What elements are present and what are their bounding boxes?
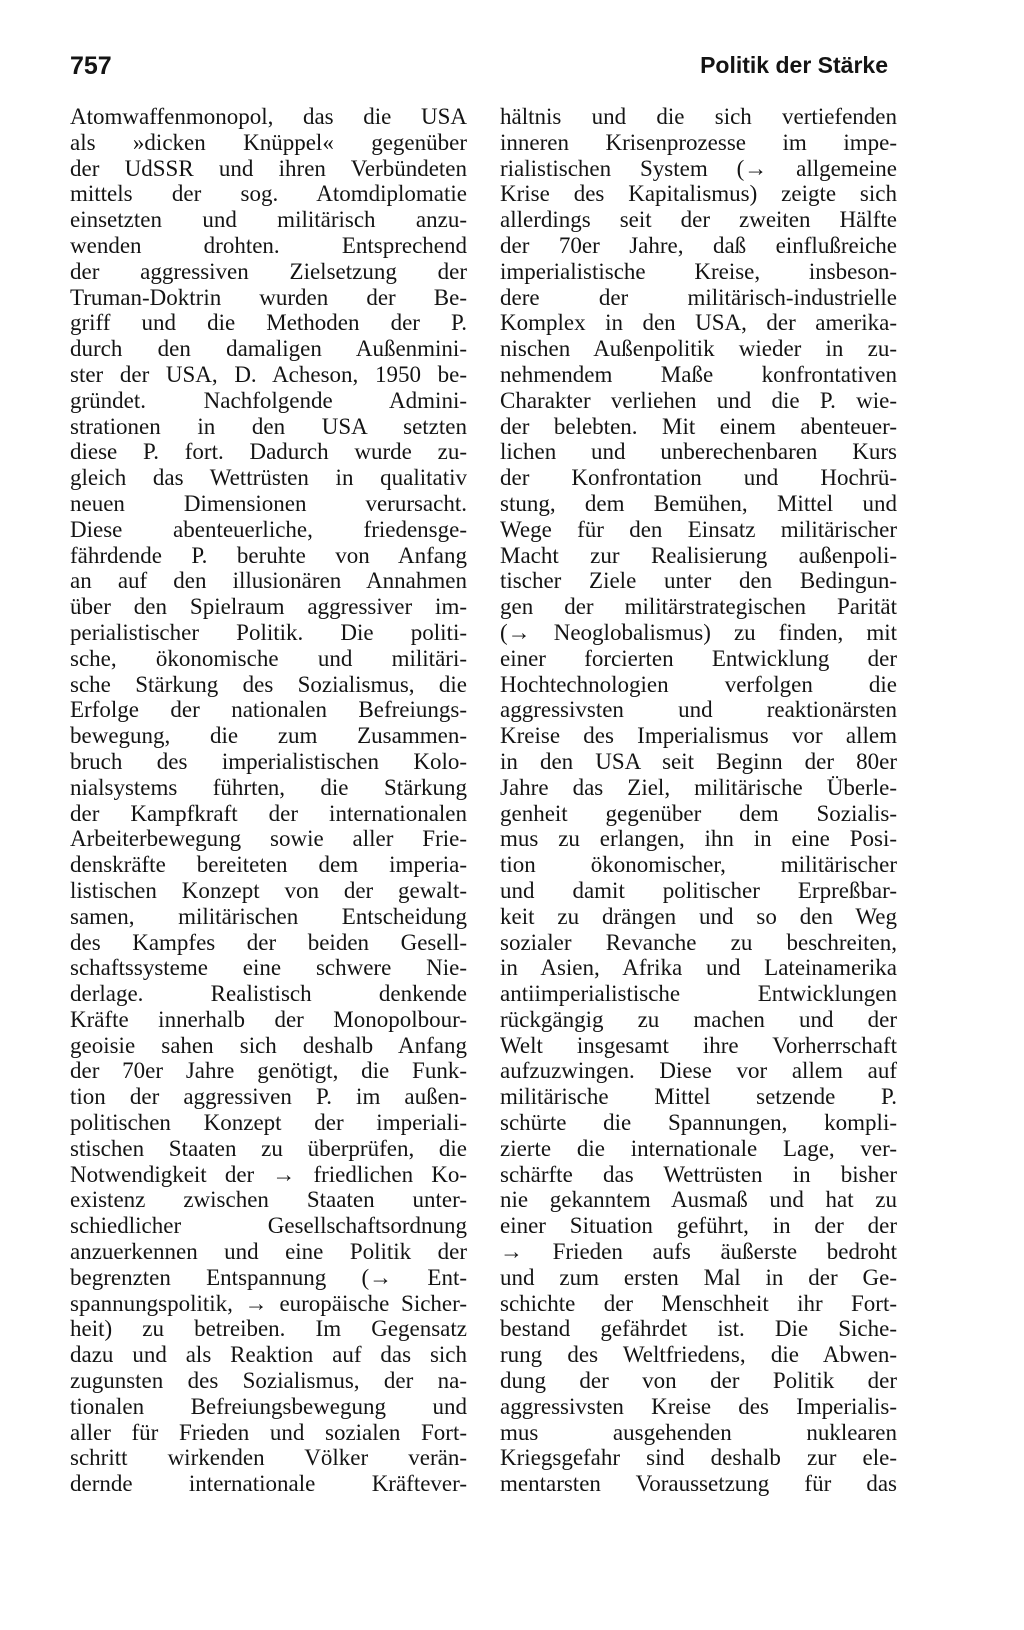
text-line: allerdings seit der zweiten Hälfte [500, 207, 897, 233]
text-line: Hochtechnologien verfolgen die [500, 671, 897, 697]
text-line: in Asien, Afrika und Lateinamerika [500, 955, 897, 981]
text-line: mus ausgehenden nuklearen [500, 1419, 897, 1445]
text-line: Atomwaffenmonopol, das die USA [70, 104, 467, 129]
text-line: bestand gefährdet ist. Die Siche- [500, 1316, 897, 1342]
text-line: nialsystems führten, die Stärkung [70, 774, 467, 800]
text-line: denskräfte bereiteten dem imperia- [70, 852, 467, 878]
text-line: als »dicken Knüppel« gegenüber [70, 129, 467, 155]
text-column-right [500, 104, 897, 1497]
text-line: schärfte das Wettrüsten in bisher [500, 1161, 897, 1187]
text-line: Charakter verliehen und die P. wie- [500, 387, 897, 413]
text-line: bewegung, die zum Zusammen- [70, 723, 467, 749]
text-line: Truman-Doktrin wurden der Be- [70, 284, 467, 310]
text-line: gründet. Nachfolgende Admini- [70, 387, 467, 413]
text-line: der 70er Jahre, daß einflußreiche [500, 232, 897, 258]
text-line: spannungspolitik, → europäische Sicher- [70, 1290, 467, 1316]
text-line: existenz zwischen Staaten unter- [70, 1187, 467, 1213]
text-line: einer forcierten Entwicklung der [500, 645, 897, 671]
text-line: fährdende P. beruhte von Anfang [70, 542, 467, 568]
text-line: und zum ersten Mal in der Ge- [500, 1264, 897, 1290]
text-column-left [70, 104, 467, 1497]
text-line: (→ Neoglobalismus) zu finden, mit [500, 619, 897, 645]
text-line: schürte die Spannungen, kompli- [500, 1110, 897, 1136]
text-line: sche, ökonomische und militäri- [70, 645, 467, 671]
text-line: über den Spielraum aggressiver im- [70, 594, 467, 620]
text-line: mus zu erlangen, ihn in eine Posi- [500, 826, 897, 852]
text-line: Kräfte innerhalb der Monopolbour- [70, 1006, 467, 1032]
text-line: zierte die internationale Lage, ver- [500, 1135, 897, 1161]
text-line: tischer Ziele unter den Bedingun- [500, 568, 897, 594]
text-line: militärische Mittel setzende P. [500, 1084, 897, 1110]
text-line: rung des Weltfriedens, die Abwen- [500, 1342, 897, 1368]
text-line: listischen Konzept von der gewalt- [70, 877, 467, 903]
text-line: und damit politischer Erpreßbar- [500, 877, 897, 903]
page-number: 757 [70, 52, 112, 80]
text-line: Krise des Kapitalismus) zeigte sich [500, 181, 897, 207]
text-line: schiedlicher Gesellschaftsordnung [70, 1213, 467, 1239]
text-line: imperialistische Kreise, insbeson- [500, 258, 897, 284]
text-line: Erfolge der nationalen Befreiungs- [70, 697, 467, 723]
text-line: einsetzten und militärisch anzu- [70, 207, 467, 233]
text-line: stung, dem Bemühen, Mittel und [500, 490, 897, 516]
text-line: Notwendigkeit der → friedlichen Ko- [70, 1161, 467, 1187]
text-line: genheit gegenüber dem Sozialis- [500, 800, 897, 826]
text-line: Kriegsgefahr sind deshalb zur ele- [500, 1445, 897, 1471]
text-line: Arbeiterbewegung sowie aller Frie- [70, 826, 467, 852]
text-line: rialistischen System (→ allgemeine [500, 155, 897, 181]
text-line: an auf den illusionären Annahmen [70, 568, 467, 594]
text-line: wenden drohten. Entsprechend [70, 232, 467, 258]
text-line: antiimperialistische Entwicklungen [500, 981, 897, 1007]
text-line: aller für Frieden und sozialen Fort- [70, 1419, 467, 1445]
text-line: aggressivsten Kreise des Imperialis- [500, 1393, 897, 1419]
text-line: der aggressiven Zielsetzung der [70, 258, 467, 284]
text-line: nie gekanntem Ausmaß und hat zu [500, 1187, 897, 1213]
text-line: zugunsten des Sozialismus, der na- [70, 1368, 467, 1394]
text-line: der Konfrontation und Hochrü- [500, 465, 897, 491]
text-line: aggressivsten und reaktionärsten [500, 697, 897, 723]
text-line: gen der militärstrategischen Parität [500, 594, 897, 620]
text-line: Jahre das Ziel, militärische Überle- [500, 774, 897, 800]
text-line: Diese abenteuerliche, friedensge- [70, 516, 467, 542]
text-line: → Frieden aufs äußerste bedroht [500, 1239, 897, 1265]
text-line: der belebten. Mit einem abenteuer- [500, 413, 897, 439]
text-line: des Kampfes der beiden Gesell- [70, 929, 467, 955]
text-line: keit zu drängen und so den Weg [500, 903, 897, 929]
text-line: in den USA seit Beginn der 80er [500, 748, 897, 774]
text-line: dazu und als Reaktion auf das sich [70, 1342, 467, 1368]
text-line: stischen Staaten zu überprüfen, die [70, 1135, 467, 1161]
text-line: der UdSSR und ihren Verbündeten [70, 155, 467, 181]
text-line: samen, militärischen Entscheidung [70, 903, 467, 929]
text-line: derlage. Realistisch denkende [70, 981, 467, 1007]
text-line: politischen Konzept der imperiali- [70, 1110, 467, 1136]
text-line: mittels der sog. Atomdiplomatie [70, 181, 467, 207]
text-line: der Kampfkraft der internationalen [70, 800, 467, 826]
text-line: anzuerkennen und eine Politik der [70, 1239, 467, 1265]
text-line: heit) zu betreiben. Im Gegensatz [70, 1316, 467, 1342]
text-line: perialistischer Politik. Die politi- [70, 619, 467, 645]
page-header [70, 52, 888, 88]
text-line: geoisie sahen sich deshalb Anfang [70, 1032, 467, 1058]
text-line: sozialer Revanche zu beschreiten, [500, 929, 897, 955]
text-line: einer Situation geführt, in der der [500, 1213, 897, 1239]
text-line: hältnis und die sich vertiefenden [500, 104, 897, 129]
text-line: durch den damaligen Außenmini- [70, 336, 467, 362]
running-head: Politik der Stärke [700, 52, 888, 78]
text-line: nehmendem Maße konfrontativen [500, 361, 897, 387]
text-line: tion ökonomischer, militärischer [500, 852, 897, 878]
text-line: Komplex in den USA, der amerika- [500, 310, 897, 336]
text-line: neuen Dimensionen verursacht. [70, 490, 467, 516]
text-line: nischen Außenpolitik wieder in zu- [500, 336, 897, 362]
text-line: rückgängig zu machen und der [500, 1006, 897, 1032]
text-line: inneren Krisenprozesse im impe- [500, 129, 897, 155]
text-line: aufzuzwingen. Diese vor allem auf [500, 1058, 897, 1084]
text-line: lichen und unberechenbaren Kurs [500, 439, 897, 465]
text-line: sche Stärkung des Sozialismus, die [70, 671, 467, 697]
text-line: begrenzten Entspannung (→ Ent- [70, 1264, 467, 1290]
text-line: tion der aggressiven P. im außen- [70, 1084, 467, 1110]
text-line: dernde internationale Kräftever- [70, 1471, 467, 1497]
text-line: schaftssysteme eine schwere Nie- [70, 955, 467, 981]
text-line: schichte der Menschheit ihr Fort- [500, 1290, 897, 1316]
text-line: der 70er Jahre genötigt, die Funk- [70, 1058, 467, 1084]
text-line: strationen in den USA setzten [70, 413, 467, 439]
text-line: gleich das Wettrüsten in qualitativ [70, 465, 467, 491]
text-line: dere der militärisch-industrielle [500, 284, 897, 310]
text-line: griff und die Methoden der P. [70, 310, 467, 336]
text-line: Macht zur Realisierung außenpoli- [500, 542, 897, 568]
text-line: tionalen Befreiungsbewegung und [70, 1393, 467, 1419]
text-line: bruch des imperialistischen Kolo- [70, 748, 467, 774]
text-line: Kreise des Imperialismus vor allem [500, 723, 897, 749]
text-line: ster der USA, D. Acheson, 1950 be- [70, 361, 467, 387]
text-line: Welt insgesamt ihre Vorherrschaft [500, 1032, 897, 1058]
text-line: schritt wirkenden Völker verän- [70, 1445, 467, 1471]
text-line: diese P. fort. Dadurch wurde zu- [70, 439, 467, 465]
text-line: mentarsten Voraussetzung für das [500, 1471, 897, 1497]
text-line: dung der von der Politik der [500, 1368, 897, 1394]
text-line: Wege für den Einsatz militärischer [500, 516, 897, 542]
